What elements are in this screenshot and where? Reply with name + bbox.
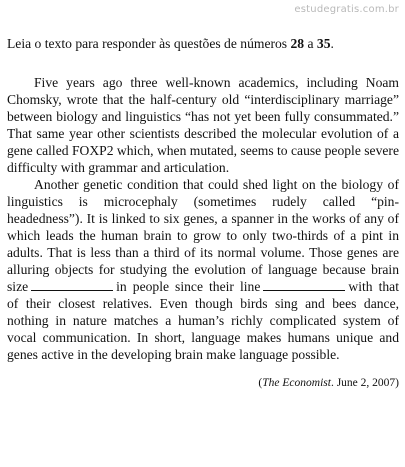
paragraph-2-part-1: Another genetic condition that could shed light on the biology of linguistics is microcephaly (sometimes rudely called “pin-headedness”). It is linked to six genes, a spanner in the works of any of which leads the human brain to grow to only two-thirds of a pint in adults. That is less than a third of its normal volume. Those genes are alluring objects for studying the evolution of language because brain size <box>7 177 399 294</box>
instruction-prefix: Leia o texto para responder às questões de números <box>7 36 291 51</box>
instruction-suffix: . <box>330 36 334 51</box>
source-open: ( <box>258 377 263 389</box>
question-start-number: 28 <box>290 36 305 51</box>
paragraph-2-part-3: with that of their closest relatives. Even though birds sing and bees dance, nothing in nature matches a human’s richly complicated system of vocal communication. In short, language makes humans unique and genes active in the developing brain make language possible. <box>7 279 399 362</box>
source-date: . June 2, 2007) <box>330 377 399 389</box>
fill-in-blank-2 <box>263 280 345 291</box>
instruction-joiner: a <box>304 36 317 51</box>
instruction-line <box>7 35 399 52</box>
document-body <box>7 35 399 389</box>
question-end-number: 35 <box>316 36 331 51</box>
fill-in-blank-1 <box>31 280 113 291</box>
paragraph-1: Five years ago three well-known academics, including Noam Chomsky, wrote that the half-century old “interdisciplinary marriage” between biology and linguistics “has not yet been fully consummated.” That same year other scientists described the molecular evolution of a gene called FOXP2 which, when mutated, seems to cause people severe difficulty with grammar and articulation. <box>7 75 399 175</box>
source-citation <box>7 377 399 389</box>
paragraph-2-part-2: in people since their line <box>116 279 261 294</box>
paragraph-2 <box>7 176 399 363</box>
source-publication: The Economist <box>262 377 331 389</box>
site-watermark: estudegratis.com.br <box>294 4 399 15</box>
